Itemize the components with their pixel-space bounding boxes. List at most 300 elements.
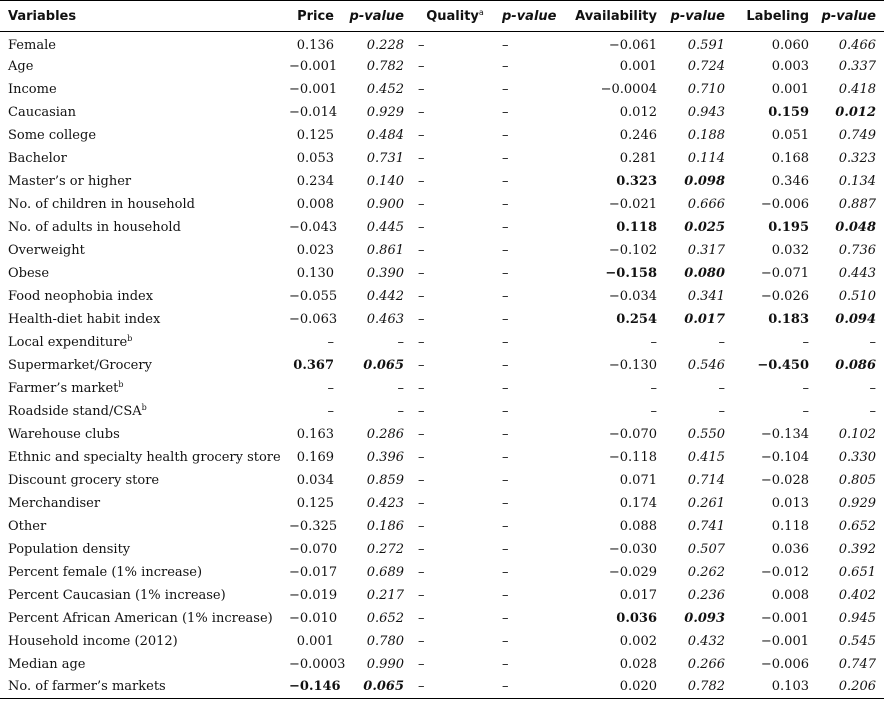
cell-labeling: 0.346: [771, 173, 809, 189]
cell-availability-p-value: 0.782: [665, 676, 733, 699]
cell-quality: –: [418, 334, 425, 350]
row-label-text: Age: [8, 58, 34, 74]
cell-price-p-value: 0.396: [366, 449, 404, 465]
table-row: [0, 423, 884, 446]
cell-price-p-value: 0.484: [366, 127, 404, 143]
header-availability-p-value: p-value: [665, 1, 733, 32]
header-labeling-p-value: p-value: [817, 1, 884, 32]
cell-price: −0.055: [289, 288, 338, 304]
cell-quality-p-value: –: [502, 357, 509, 373]
table-row: [0, 584, 884, 607]
row-label: [0, 515, 285, 538]
cell-labeling-p-value: 0.545: [838, 633, 876, 649]
cell-quality-p-value: –: [502, 472, 509, 488]
cell-availability: 0.118: [616, 219, 657, 235]
cell-availability: 0.020: [565, 676, 665, 699]
cell-quality-p-value: –: [502, 449, 509, 465]
cell-quality: –: [418, 196, 425, 212]
cell-availability-p-value: 0.262: [687, 564, 725, 580]
row-label: [0, 101, 285, 124]
cell-price: 0.001: [296, 633, 334, 649]
row-label-text: No. of farmer’s markets: [8, 679, 166, 695]
cell-availability: −0.030: [608, 541, 657, 557]
row-label-text: Local expenditure: [8, 335, 128, 350]
cell-availability-p-value: –: [718, 334, 725, 350]
cell-availability: −0.029: [608, 564, 657, 580]
cell-price-p-value: 0.140: [366, 173, 404, 189]
cell-quality: –: [418, 242, 425, 258]
cell-price: –: [327, 334, 334, 350]
cell-quality: –: [412, 676, 498, 699]
cell-availability: −0.158: [605, 265, 657, 281]
cell-price-p-value: 0.689: [366, 564, 404, 580]
cell-labeling-p-value: 0.048: [835, 219, 876, 235]
table-row: [0, 78, 884, 101]
cell-labeling: −0.028: [760, 472, 809, 488]
cell-availability: 0.001: [619, 58, 657, 74]
cell-price: 0.023: [296, 242, 334, 258]
table-row: [0, 147, 884, 170]
cell-availability-p-value: 0.546: [687, 357, 725, 373]
row-label: [0, 193, 285, 216]
header-quality: [412, 1, 498, 32]
cell-price-p-value: 0.228: [366, 38, 404, 54]
row-label: [0, 423, 285, 446]
table-row: [0, 55, 884, 78]
cell-labeling: –: [802, 380, 809, 396]
cell-price-p-value: –: [397, 380, 404, 396]
cell-price-p-value: 0.861: [366, 242, 404, 258]
cell-labeling: 0.195: [768, 219, 809, 235]
cell-price: 0.008: [296, 196, 334, 212]
cell-availability: –: [650, 334, 657, 350]
cell-labeling: −0.026: [760, 288, 809, 304]
cell-quality-p-value: –: [502, 81, 509, 97]
cell-labeling: 0.103: [733, 676, 817, 699]
cell-price-p-value: 0.929: [366, 104, 404, 120]
cell-availability: 0.246: [619, 127, 657, 143]
cell-price: –: [327, 380, 334, 396]
cell-labeling-p-value: 0.945: [838, 610, 876, 626]
row-label: [0, 584, 285, 607]
cell-price-p-value: 0.990: [366, 656, 404, 672]
cell-price: −0.001: [289, 81, 338, 97]
cell-labeling: 0.008: [771, 587, 809, 603]
cell-price-p-value: 0.652: [366, 610, 404, 626]
cell-labeling-p-value: 0.929: [838, 495, 876, 511]
cell-labeling: −0.001: [760, 633, 809, 649]
cell-availability-p-value: 0.341: [687, 288, 725, 304]
cell-quality: –: [418, 127, 425, 143]
cell-availability-p-value: –: [718, 380, 725, 396]
table-row: [0, 676, 884, 699]
cell-quality-p-value: –: [502, 380, 509, 396]
cell-labeling-p-value: 0.086: [835, 357, 876, 373]
cell-labeling-p-value: 0.337: [838, 58, 876, 74]
cell-quality-p-value: –: [502, 242, 509, 258]
row-label-text: Supermarket/Grocery: [8, 357, 152, 373]
row-label-text: Roadside stand/CSA: [8, 404, 142, 419]
cell-quality-p-value: –: [502, 426, 509, 442]
row-label-text: Obese: [8, 265, 50, 281]
table-row: [0, 607, 884, 630]
cell-price: −0.017: [289, 564, 338, 580]
row-label: [0, 331, 285, 354]
row-label-text: Master’s or higher: [8, 173, 132, 189]
cell-quality-p-value: –: [502, 610, 509, 626]
cell-quality-p-value: –: [502, 587, 509, 603]
cell-availability-p-value: 0.415: [687, 449, 725, 465]
row-label-text: Warehouse clubs: [8, 426, 120, 442]
cell-price: −0.001: [289, 58, 338, 74]
cell-labeling: 0.032: [771, 242, 809, 258]
cell-quality-p-value: –: [502, 150, 509, 166]
cell-quality: –: [418, 288, 425, 304]
cell-price-p-value: 0.731: [366, 150, 404, 166]
cell-availability: 0.174: [619, 495, 657, 511]
cell-availability-p-value: 0.317: [687, 242, 725, 258]
cell-availability-p-value: 0.266: [687, 656, 725, 672]
cell-quality: –: [418, 656, 425, 672]
row-label: [0, 55, 285, 78]
cell-labeling-p-value: 0.466: [838, 38, 876, 54]
row-label-text: No. of adults in household: [8, 219, 181, 235]
cell-price: −0.014: [289, 104, 338, 120]
cell-labeling-p-value: 0.805: [838, 472, 876, 488]
cell-availability-p-value: 0.714: [687, 472, 725, 488]
cell-availability-p-value: –: [718, 403, 725, 419]
cell-price: 0.367: [293, 357, 334, 373]
cell-quality-p-value: –: [502, 633, 509, 649]
cell-availability-p-value: 0.591: [687, 38, 725, 54]
cell-price: −0.325: [289, 518, 338, 534]
row-label: [0, 538, 285, 561]
cell-quality: –: [418, 265, 425, 281]
cell-quality-p-value: –: [502, 58, 509, 74]
cell-labeling: −0.450: [757, 357, 809, 373]
cell-quality-p-value: –: [502, 403, 509, 419]
row-label: [0, 285, 285, 308]
row-label: [0, 308, 285, 331]
cell-quality-p-value: –: [498, 676, 565, 699]
row-label: [0, 354, 285, 377]
cell-availability: −0.0004: [600, 81, 657, 97]
header-price: Price: [285, 1, 342, 32]
cell-quality-p-value: –: [502, 265, 509, 281]
cell-labeling: −0.006: [760, 656, 809, 672]
cell-availability: 0.071: [619, 472, 657, 488]
table-row: [0, 216, 884, 239]
cell-availability: –: [650, 403, 657, 419]
header-quality-p-value: p-value: [498, 1, 565, 32]
cell-availability: 0.028: [619, 656, 657, 672]
cell-labeling: 0.159: [768, 104, 809, 120]
cell-availability-p-value: 0.710: [687, 81, 725, 97]
row-label-text: Female: [8, 38, 56, 54]
header-labeling: Labeling: [733, 1, 817, 32]
cell-availability: −0.021: [608, 196, 657, 212]
row-label: [0, 32, 285, 55]
cell-quality: –: [418, 380, 425, 396]
row-label-text: Merchandiser: [8, 495, 101, 511]
cell-labeling-p-value: 0.749: [838, 127, 876, 143]
row-label-footnote: b: [141, 403, 147, 412]
cell-availability-p-value: 0.507: [687, 541, 725, 557]
row-label-text: Percent African American (1% increase): [8, 610, 273, 626]
table-row: [0, 354, 884, 377]
cell-labeling: −0.001: [760, 610, 809, 626]
cell-price: 0.163: [296, 426, 334, 442]
table-body: [0, 32, 884, 699]
cell-availability: 0.088: [619, 518, 657, 534]
cell-quality: –: [418, 633, 425, 649]
cell-labeling: 0.051: [771, 127, 809, 143]
cell-quality: –: [418, 564, 425, 580]
cell-price: 0.136: [296, 38, 334, 54]
cell-availability: −0.034: [608, 288, 657, 304]
cell-labeling: −0.071: [760, 265, 809, 281]
row-label-text: Percent Caucasian (1% increase): [8, 587, 226, 603]
cell-availability-p-value: 0.550: [687, 426, 725, 442]
cell-availability: –: [650, 380, 657, 396]
cell-availability: −0.130: [608, 357, 657, 373]
row-label-text: Percent female (1% increase): [8, 564, 203, 580]
table-row: [0, 469, 884, 492]
cell-quality-p-value: –: [502, 518, 509, 534]
cell-labeling-p-value: –: [869, 403, 876, 419]
header-variables: Variables: [0, 1, 285, 32]
cell-availability-p-value: 0.261: [687, 495, 725, 511]
header-price-p-value: p-value: [342, 1, 412, 32]
row-label: [0, 262, 285, 285]
cell-price-p-value: 0.272: [366, 541, 404, 557]
cell-labeling: 0.036: [771, 541, 809, 557]
cell-price-p-value: 0.423: [366, 495, 404, 511]
header-quality-footnote: a: [478, 8, 484, 17]
cell-price: 0.234: [296, 173, 334, 189]
cell-price-p-value: 0.390: [366, 265, 404, 281]
row-label-text: No. of children in household: [8, 196, 195, 212]
cell-quality: –: [418, 541, 425, 557]
cell-price-p-value: 0.286: [366, 426, 404, 442]
cell-quality-p-value: –: [502, 541, 509, 557]
cell-labeling-p-value: 0.323: [838, 150, 876, 166]
cell-quality-p-value: –: [502, 334, 509, 350]
row-label: [0, 124, 285, 147]
row-label-text: Population density: [8, 541, 131, 557]
table-row: [0, 331, 884, 354]
table-row: [0, 124, 884, 147]
cell-labeling: 0.013: [771, 495, 809, 511]
row-label: [0, 469, 285, 492]
cell-price-p-value: 0.900: [366, 196, 404, 212]
table-row: [0, 101, 884, 124]
cell-quality: –: [418, 449, 425, 465]
cell-price: −0.063: [289, 311, 338, 327]
cell-labeling-p-value: 0.736: [838, 242, 876, 258]
table-row: [0, 308, 884, 331]
cell-labeling: –: [802, 403, 809, 419]
table-row: [0, 653, 884, 676]
cell-price: −0.0003: [289, 656, 346, 672]
cell-availability-p-value: 0.236: [687, 587, 725, 603]
cell-labeling-p-value: 0.887: [838, 196, 876, 212]
row-label: [0, 377, 285, 400]
cell-labeling-p-value: 0.510: [838, 288, 876, 304]
table-row: [0, 515, 884, 538]
cell-quality-p-value: –: [502, 104, 509, 120]
cell-labeling-p-value: 0.747: [838, 656, 876, 672]
cell-price-p-value: 0.463: [366, 311, 404, 327]
table-row: [0, 492, 884, 515]
cell-labeling-p-value: 0.651: [838, 564, 876, 580]
cell-availability: 0.012: [619, 104, 657, 120]
cell-labeling-p-value: 0.443: [838, 265, 876, 281]
cell-quality: –: [418, 357, 425, 373]
cell-availability: 0.002: [619, 633, 657, 649]
table-row: [0, 400, 884, 423]
cell-price-p-value: 0.859: [366, 472, 404, 488]
cell-labeling-p-value: 0.652: [838, 518, 876, 534]
cell-labeling-p-value: 0.418: [838, 81, 876, 97]
table-row: [0, 170, 884, 193]
cell-quality: –: [418, 426, 425, 442]
row-label: [0, 147, 285, 170]
cell-labeling-p-value: –: [869, 334, 876, 350]
row-label-text: Household income (2012): [8, 633, 178, 649]
cell-quality: –: [418, 81, 425, 97]
cell-price-p-value: –: [397, 334, 404, 350]
cell-quality: –: [418, 173, 425, 189]
cell-labeling: 0.001: [771, 81, 809, 97]
cell-availability-p-value: 0.093: [684, 610, 725, 626]
cell-price-p-value: 0.065: [342, 676, 412, 699]
cell-availability-p-value: 0.114: [687, 150, 725, 166]
row-label: [0, 400, 285, 423]
cell-quality-p-value: –: [502, 219, 509, 235]
cell-availability: 0.017: [619, 587, 657, 603]
cell-labeling-p-value: 0.012: [835, 104, 876, 120]
row-label-text: Food neophobia index: [8, 288, 154, 304]
cell-availability: −0.102: [608, 242, 657, 258]
row-label: [0, 653, 285, 676]
cell-quality-p-value: –: [502, 564, 509, 580]
table-row: [0, 262, 884, 285]
cell-availability-p-value: 0.666: [687, 196, 725, 212]
cell-quality: –: [418, 403, 425, 419]
cell-price: –: [327, 403, 334, 419]
cell-quality-p-value: –: [502, 656, 509, 672]
table-row: [0, 630, 884, 653]
cell-availability-p-value: 0.017: [684, 311, 725, 327]
cell-quality: –: [418, 58, 425, 74]
cell-labeling-p-value: 0.402: [838, 587, 876, 603]
cell-labeling: –: [802, 334, 809, 350]
cell-quality-p-value: –: [502, 495, 509, 511]
cell-price: −0.043: [289, 219, 338, 235]
row-label-text: Overweight: [8, 242, 85, 258]
row-label: [0, 676, 285, 699]
row-label-text: Income: [8, 81, 57, 97]
cell-availability: 0.036: [616, 610, 657, 626]
table-row: [0, 377, 884, 400]
cell-labeling: −0.012: [760, 564, 809, 580]
cell-price-p-value: 0.452: [366, 81, 404, 97]
cell-availability-p-value: 0.741: [687, 518, 725, 534]
row-label: [0, 170, 285, 193]
cell-quality-p-value: –: [502, 311, 509, 327]
row-label: [0, 78, 285, 101]
cell-availability: 0.281: [619, 150, 657, 166]
cell-availability: −0.061: [608, 38, 657, 54]
cell-price-p-value: 0.445: [366, 219, 404, 235]
cell-availability-p-value: 0.724: [687, 58, 725, 74]
cell-availability-p-value: 0.025: [684, 219, 725, 235]
row-label-text: Ethnic and specialty health grocery store: [8, 449, 281, 465]
cell-availability-p-value: 0.943: [687, 104, 725, 120]
cell-availability-p-value: 0.188: [687, 127, 725, 143]
cell-price-p-value: 0.186: [366, 518, 404, 534]
cell-labeling: 0.168: [771, 150, 809, 166]
row-label: [0, 446, 285, 469]
header-availability: Availability: [565, 1, 665, 32]
row-label: [0, 239, 285, 262]
row-label-text: Discount grocery store: [8, 472, 160, 488]
table-row: [0, 32, 884, 55]
row-label: [0, 630, 285, 653]
table-row: [0, 538, 884, 561]
cell-quality-p-value: –: [502, 288, 509, 304]
cell-quality-p-value: –: [502, 173, 509, 189]
cell-price: −0.146: [285, 676, 342, 699]
row-label-text: Farmer’s market: [8, 381, 119, 396]
cell-quality: –: [418, 104, 425, 120]
cell-quality: –: [418, 311, 425, 327]
cell-availability: 0.254: [616, 311, 657, 327]
cell-price: −0.010: [289, 610, 338, 626]
cell-quality: –: [418, 587, 425, 603]
cell-quality: –: [418, 495, 425, 511]
table-row: [0, 285, 884, 308]
row-label-text: Health-diet habit index: [8, 311, 161, 327]
cell-labeling-p-value: 0.094: [835, 311, 876, 327]
cell-labeling-p-value: 0.206: [817, 676, 884, 699]
row-label: [0, 561, 285, 584]
cell-labeling: −0.104: [760, 449, 809, 465]
cell-availability: −0.070: [608, 426, 657, 442]
row-label: [0, 607, 285, 630]
row-label-footnote: b: [118, 380, 124, 389]
row-label: [0, 492, 285, 515]
cell-price: 0.125: [296, 127, 334, 143]
cell-labeling-p-value: 0.102: [838, 426, 876, 442]
cell-availability-p-value: 0.080: [684, 265, 725, 281]
cell-labeling-p-value: 0.134: [838, 173, 876, 189]
cell-labeling: 0.003: [771, 58, 809, 74]
cell-price: 0.034: [296, 472, 334, 488]
cell-quality-p-value: –: [502, 127, 509, 143]
cell-quality: –: [418, 610, 425, 626]
row-label-text: Bachelor: [8, 150, 67, 166]
table-row: [0, 193, 884, 216]
cell-price-p-value: 0.782: [366, 58, 404, 74]
cell-price: 0.169: [296, 449, 334, 465]
cell-availability-p-value: 0.098: [684, 173, 725, 189]
cell-quality: –: [418, 219, 425, 235]
header-row: [0, 1, 884, 32]
cell-quality: –: [418, 38, 425, 54]
cell-labeling-p-value: 0.330: [838, 449, 876, 465]
